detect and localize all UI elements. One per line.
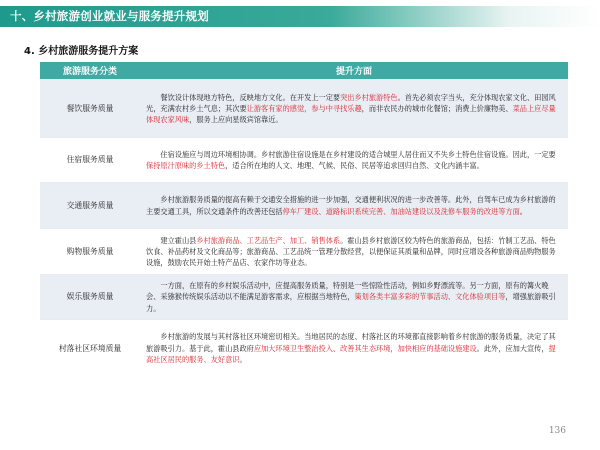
description-text: 。 [239, 354, 247, 364]
column-header-aspects: 提升方面 [140, 62, 568, 80]
paragraph-indent [146, 281, 160, 290]
improvement-description [140, 80, 568, 138]
table-header-row [40, 62, 568, 80]
description-text: ，服务上应向星级宾馆靠近。 [189, 115, 283, 125]
improvement-description [140, 183, 568, 229]
description-text: ，增强旅游吸引力。 [146, 292, 556, 313]
paragraph-indent [146, 236, 160, 245]
description-text: 餐饮设计体现地方特色，反映地方文化。在开发上一定要 [160, 92, 341, 102]
service-category: 村落社区环境质量 [40, 320, 140, 377]
improvement-description [140, 229, 568, 275]
paragraph-indent [146, 150, 160, 159]
highlighted-text: 提高社区居民的服务、友好意识 [146, 343, 556, 364]
description-text: 乡村旅游的发展与其村落社区环境密切相关。当地居民的态度、村落社区的环境都直接影响着乡村旅游的服务质量，决定了其旅游吸引力。基于此，霍山县政府 [146, 332, 556, 353]
page-number: 136 [548, 426, 566, 436]
page-title: 十、乡村旅游创业就业与服务提升规划 [10, 9, 209, 23]
improvement-description [140, 320, 568, 377]
description-text: 建立霍山县 [160, 235, 197, 245]
description-text: 。霍山县乡村旅游区较为特色的旅游商品，包括：竹制工艺品、特色饮食、补品药材及文化商品等；旅游商品、工艺品统一管理分散经营，以便保证其质量和品牌，同时应增设各种旅游商品购物服务设施，鼓励农民开始土特产品店、农家作坊等业态。 [146, 235, 556, 268]
highlighted-text: 策划各类丰富多彩的节事活动、文化体验项目等 [354, 292, 506, 302]
description-text: 。 [519, 206, 527, 216]
service-plan-table [40, 62, 568, 377]
table-row [40, 275, 568, 320]
service-category: 娱乐服务质量 [40, 275, 140, 320]
table-row [40, 80, 568, 138]
service-category: 购物服务质量 [40, 229, 140, 275]
description-text: ，而非农民办的城市化餐馆；消费上价廉物美、 [361, 103, 513, 113]
highlighted-text: 保持原汁原味的乡土特色 [146, 161, 226, 170]
column-header-category: 旅游服务分类 [40, 62, 140, 80]
description-text: 住宿设施应与周边环境相协调。乡村旅游住宿设施是在乡村建设的适合城里人居住而又不失乡土特色住宿设施。因此，一定要 [160, 149, 556, 159]
paragraph-indent [146, 332, 160, 341]
service-category: 交通服务质量 [40, 183, 140, 229]
description-text: 一方面，在原有的乡村娱乐活动中，应提高服务质量，特别是一些惊险性活动，例如乡野漂流等。另一方面，原有的篝火晚会、采猕猴传统娱乐活动以不能满足游客需求，应根据当地特色， [146, 281, 549, 302]
table-row [40, 229, 568, 275]
improvement-description [140, 138, 568, 183]
description-text: 。首先必须农字当头，充分体现农家文化、田园风光，充满农村乡土气息；其次要 [146, 92, 556, 113]
description-text: ，适合所在地的人文、地理、气候、民俗、民居等追求回归自然、文化内涵丰富。 [225, 161, 484, 170]
table-row [40, 320, 568, 377]
highlighted-text: 突出乡村旅游特色 [340, 92, 398, 102]
table-row [40, 183, 568, 229]
table-body [40, 80, 568, 377]
service-category: 餐饮服务质量 [40, 80, 140, 138]
highlighted-text: 停车厂建设、道路标识系统完善、加油站建设以及洗修车服务的改进等方面 [282, 206, 520, 216]
highlighted-text: 让游客有家的感觉，参与中寻找乐趣 [246, 103, 362, 113]
improvement-description [140, 275, 568, 320]
paragraph-indent [146, 195, 160, 204]
highlighted-text: 应加大环境卫生整治投入、改善其生态环境，加快相应的基础设施建设 [253, 343, 477, 353]
paragraph-indent [146, 93, 160, 102]
table-row [40, 138, 568, 183]
highlighted-text: 菜品上应尽量体现农家风味 [146, 103, 556, 125]
header [0, 0, 600, 30]
service-category: 住宿服务质量 [40, 138, 140, 183]
section-title: 4. 乡村旅游服务提升方案 [24, 46, 139, 57]
description-text: 乡村旅游服务质量的提高有赖于交通安全措施的进一步加强，交通便利状况的进一步改善等。此外，自驾车已成为乡村旅游的主要交通工具，所以交通条件的改善还包括 [146, 195, 556, 216]
highlighted-text: 乡村旅游商品、工艺品生产、加工、销售体系 [196, 235, 341, 245]
description-text: 。此外，应加大宣传， [476, 343, 549, 353]
